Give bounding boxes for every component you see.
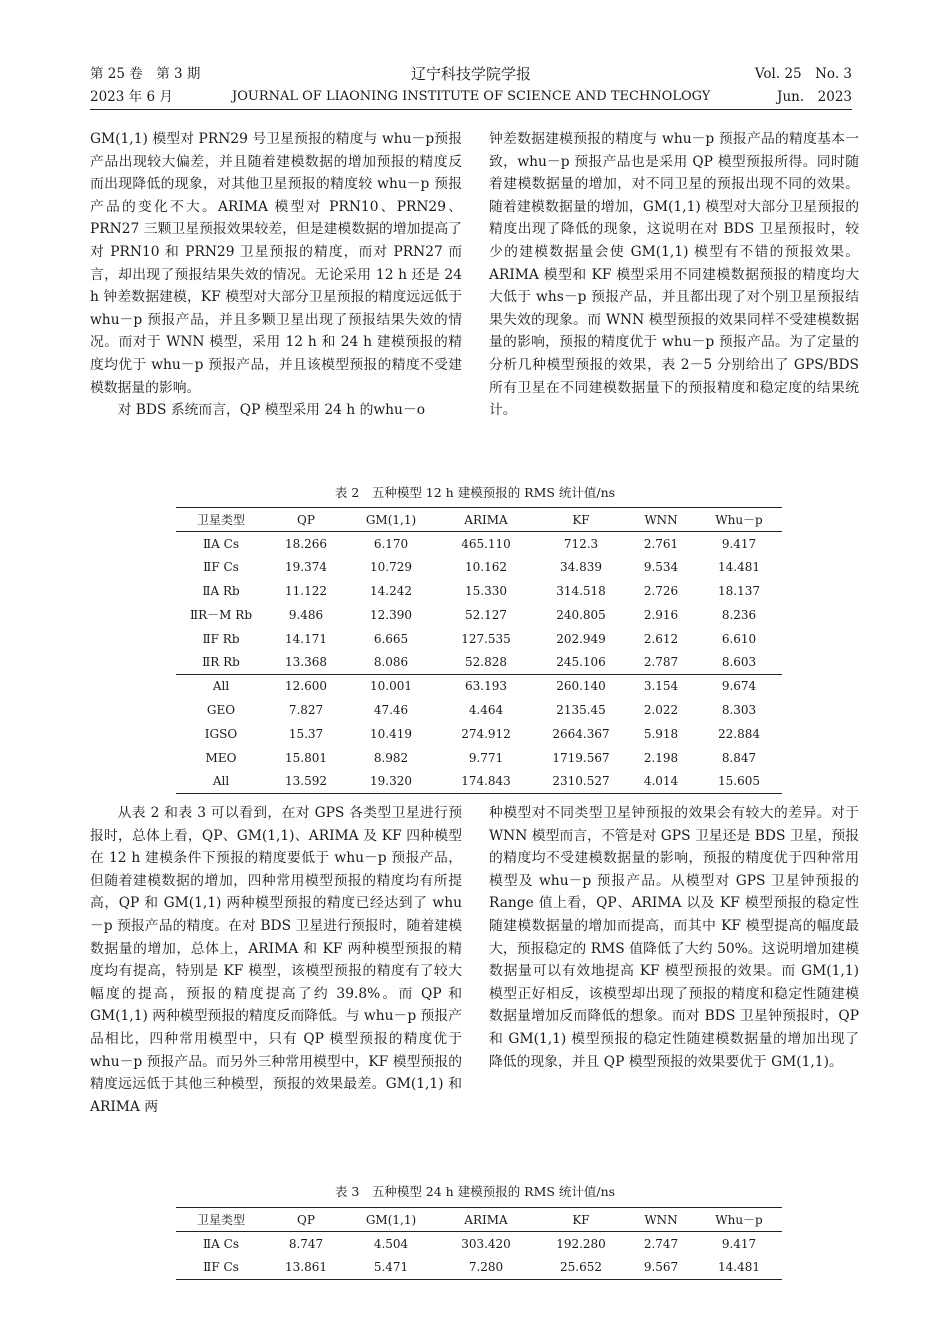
satellite-type-cell: MEO xyxy=(205,750,237,765)
rms-value-cell: 10.001 xyxy=(346,674,436,698)
rms-value-cell: 5.471 xyxy=(346,1255,436,1279)
paragraph: 种模型对不同类型卫星钟预报的效果会有较大的差异。对于 WNN 模型而言，不管是对 GPS 卫星还是 BDS 卫星，预报的精度均不受建模数据量的影响，预报的精度优于四种常用模型及 whu－p 预报产品。从模型对 GPS 卫星钟预报的 Range 值上看，QP、ARIMA 以及 KF 模型预报的稳定性随建模数据量的增加而提高，而其中 KF 模型提高的幅度最大，预报稳定的 RMS 值降低了大约 50%。这说明增加建模数据量可以有效地提高 KF 模型预报的效果。而 GM(1,1) 模型正好相反，该模型却出现了预报的精度和稳定性随建模数据量增加反而降低的想象。而对 BDS 卫星钟预报时，QP 和 GM(1,1) 模型预报的稳定性随建模数据量的增加出现了降低的现象，并且 QP 模型预报的效果要优于 GM(1,1)。 xyxy=(489,805,859,1070)
rms-value-cell: 7.827 xyxy=(288,702,324,717)
rms-value-cell: 18.266 xyxy=(285,536,327,551)
running-header-line1 xyxy=(90,65,852,83)
satellite-type-cell: ⅡF Cs xyxy=(176,1255,266,1279)
rms-value-cell: 14.481 xyxy=(718,560,760,575)
table-row xyxy=(176,722,782,746)
rms-value-cell: 6.170 xyxy=(373,536,409,551)
rms-value-cell: 10.729 xyxy=(370,560,412,575)
header-journal-cn: 辽宁科技学院学报 xyxy=(410,65,532,83)
rms-value-cell: 2.726 xyxy=(643,583,679,598)
satellite-type-cell: GEO xyxy=(206,702,236,717)
paragraph: GM(1,1) 模型对 PRN29 号卫星预报的精度与 whu－p预报产品出现较大偏差，并且随着建模数据的增加预报的精度反而出现降低的现象，对其他卫星预报的精度较 whu－p 预报产品的变化不大。ARIMA 模型对 PRN10、PRN29、PRN27 三颗卫星预报效果较差，但是建模数据的增加提高了对 PRN10 和 PRN29 卫星预报的精度，而对 PRN27 而言，却出现了预报结果失效的情况。无论采用 12 h 还是 24 h 钟差数据建模，KF 模型对大部分卫星预报的精度远远低于 whu－p 预报产品，并且多颗卫星出现了预报结果失效的情况。而对于 WNN 模型，采用 12 h 和 24 h 建模预报的精度均优于 whu－p 预报产品，并且该模型预报的精度不受建模数据量的影响。 xyxy=(90,131,462,396)
rms-value-cell: 7.280 xyxy=(436,1255,536,1279)
column-header: GM(1,1) xyxy=(346,1208,436,1232)
column-header: KF xyxy=(536,1208,626,1232)
header-journal-en: JOURNAL OF LIAONING INSTITUTE OF SCIENCE AND TECHNOLOGY xyxy=(232,89,711,104)
header-rule xyxy=(90,109,852,110)
satellite-type-cell: ⅡR Rb xyxy=(202,655,240,670)
rms-value-cell: 465.110 xyxy=(461,536,511,551)
header-volume-issue: 第 25 卷 第 3 期 xyxy=(90,66,201,82)
table-row xyxy=(176,603,782,627)
rms-value-cell: 9.771 xyxy=(468,750,504,765)
rms-value-cell: 8.603 xyxy=(721,655,757,670)
rms-value-cell: 2.022 xyxy=(643,702,679,717)
rms-value-cell: 8.982 xyxy=(373,750,409,765)
rms-value-cell: 260.140 xyxy=(536,674,626,698)
table-row xyxy=(176,1232,782,1256)
table3-header-row xyxy=(176,1208,782,1232)
rms-value-cell: 2.612 xyxy=(643,631,679,646)
satellite-type-cell: ⅡA Cs xyxy=(203,1236,239,1251)
rms-value-cell: 13.592 xyxy=(266,769,346,793)
rms-value-cell: 12.390 xyxy=(370,607,412,622)
table2 xyxy=(176,507,782,794)
column-header: QP xyxy=(266,1208,346,1232)
rms-value-cell: 12.600 xyxy=(266,674,346,698)
rms-value-cell: 4.014 xyxy=(626,769,696,793)
rms-value-cell: 303.420 xyxy=(461,1236,511,1251)
rms-value-cell: 8.303 xyxy=(721,702,757,717)
rms-value-cell: 202.949 xyxy=(556,631,606,646)
table-row xyxy=(176,674,782,698)
table-row xyxy=(176,769,782,793)
rms-value-cell: 9.417 xyxy=(721,1236,757,1251)
rms-value-cell: 314.518 xyxy=(556,583,606,598)
header-vol-no: Vol. 25 No. 3 xyxy=(754,66,852,82)
table-row xyxy=(176,579,782,603)
rms-value-cell: 15.330 xyxy=(465,583,507,598)
satellite-type-cell: All xyxy=(176,769,266,793)
table3-caption: 表 3 五种模型 24 h 建模预报的 RMS 统计值/ns xyxy=(334,1184,616,1199)
rms-value-cell: 9.534 xyxy=(643,560,679,575)
table-row xyxy=(176,650,782,674)
rms-value-cell: 13.861 xyxy=(266,1255,346,1279)
column-header: 卫星类型 xyxy=(176,1208,266,1232)
rms-value-cell: 4.504 xyxy=(373,1236,409,1251)
rms-value-cell: 174.843 xyxy=(436,769,536,793)
rms-value-cell: 8.847 xyxy=(721,750,757,765)
rms-value-cell: 712.3 xyxy=(563,536,599,551)
lower-left-column xyxy=(90,802,462,1118)
column-header: KF xyxy=(536,508,626,532)
rms-value-cell: 9.567 xyxy=(626,1255,696,1279)
rms-value-cell: 8.086 xyxy=(373,655,409,670)
rms-value-cell: 52.127 xyxy=(465,607,507,622)
rms-value-cell: 14.171 xyxy=(285,631,327,646)
table2-header-row xyxy=(176,508,782,532)
table-row xyxy=(176,627,782,651)
rms-value-cell: 63.193 xyxy=(436,674,536,698)
lower-right-column xyxy=(489,802,859,1073)
rms-value-cell: 6.610 xyxy=(721,631,757,646)
satellite-type-cell: IGSO xyxy=(204,726,238,741)
satellite-type-cell: ⅡF Cs xyxy=(203,560,239,575)
table3 xyxy=(176,1207,782,1280)
rms-value-cell: 274.912 xyxy=(461,726,511,741)
header-date-cn: 2023 年 6 月 xyxy=(90,89,173,105)
rms-value-cell: 2.747 xyxy=(643,1236,679,1251)
rms-value-cell: 245.106 xyxy=(556,655,606,670)
paragraph: 钟差数据建模预报的精度与 whu－p 预报产品的精度基本一致，whu－p 预报产品也是采用 QP 模型预报所得。同时随着建模数据量的增加，对不同卫星的预报出现不同的效果。随着建模数据量的增加，GM(1,1) 模型对大部分卫星预报的精度出现了降低的现象，这说明在对 BDS 卫星预报时，较少的建模数据量会使 GM(1,1) 模型有不错的预报效果。ARIMA 模型和 KF 模型采用不同建模数据预报的精度均大大低于 whs－p 预报产品，并且都出现了对个别卫星预报结果失效的现象。而 WNN 模型预报的效果同样不受建模数据量的影响，预报的精度优于 whu－p 预报产品。为了定量的分析几种模型预报的效果，表 2－5 分别给出了 GPS/BDS 所有卫星在不同建模数据量下的预报精度和稳定度的结果统计。 xyxy=(489,131,859,419)
rms-value-cell: 4.464 xyxy=(468,702,504,717)
rms-value-cell: 13.368 xyxy=(285,655,327,670)
column-header: WNN xyxy=(626,508,696,532)
column-header: ARIMA xyxy=(436,508,536,532)
rms-value-cell: 9.486 xyxy=(288,607,324,622)
rms-value-cell: 5.918 xyxy=(643,726,679,741)
rms-value-cell: 2664.367 xyxy=(552,726,610,741)
satellite-type-cell: ⅡF Rb xyxy=(202,631,240,646)
rms-value-cell: 14.481 xyxy=(696,1255,782,1279)
rms-value-cell: 25.652 xyxy=(536,1255,626,1279)
column-header: Whu－p xyxy=(696,1208,782,1232)
table-row xyxy=(176,1255,782,1279)
rms-value-cell: 240.805 xyxy=(556,607,606,622)
rms-value-cell: 34.839 xyxy=(560,560,602,575)
table-row xyxy=(176,746,782,770)
rms-value-cell: 15.801 xyxy=(285,750,327,765)
rms-value-cell: 14.242 xyxy=(370,583,412,598)
rms-value-cell: 10.419 xyxy=(370,726,412,741)
column-header: ARIMA xyxy=(436,1208,536,1232)
rms-value-cell: 2.761 xyxy=(643,536,679,551)
rms-value-cell: 8.236 xyxy=(721,607,757,622)
table2-caption: 表 2 五种模型 12 h 建模预报的 RMS 统计值/ns xyxy=(334,485,616,500)
paragraph: 对 BDS 系统而言，QP 模型采用 24 h 的whu－o xyxy=(117,402,426,419)
rms-value-cell: 52.828 xyxy=(465,655,507,670)
rms-value-cell: 22.884 xyxy=(718,726,760,741)
header-date-en: Jun. 2023 xyxy=(777,89,852,105)
rms-value-cell: 10.162 xyxy=(465,560,507,575)
satellite-type-cell: ⅡA Rb xyxy=(202,583,240,598)
rms-value-cell: 19.320 xyxy=(346,769,436,793)
column-header: WNN xyxy=(626,1208,696,1232)
rms-value-cell: 2.787 xyxy=(643,655,679,670)
rms-value-cell: 6.665 xyxy=(373,631,409,646)
upper-right-column xyxy=(489,128,859,422)
upper-left-column xyxy=(90,128,462,422)
rms-value-cell: 2135.45 xyxy=(556,702,606,717)
column-header: GM(1,1) xyxy=(346,508,436,532)
column-header: 卫星类型 xyxy=(176,508,266,532)
rms-value-cell: 8.747 xyxy=(288,1236,324,1251)
rms-value-cell: 2310.527 xyxy=(536,769,626,793)
rms-value-cell: 127.535 xyxy=(461,631,511,646)
table-row xyxy=(176,532,782,556)
rms-value-cell: 19.374 xyxy=(285,560,327,575)
paragraph: 从表 2 和表 3 可以看到，在对 GPS 各类型卫星进行预报时，总体上看，QP、GM(1,1)、ARIMA 及 KF 四种模型在 12 h 建模条件下预报的精度要低于 whu－p 预报产品，但随着建模数据的增加，四种常用模型预报的精度均有所提高，QP 和 GM(1,1) 两种模型预报的精度已经达到了 whu－p 预报产品的精度。在对 BDS 卫星进行预报时，随着建模数据量的增加，总体上，ARIMA 和 KF 两种模型预报的精度均有提高，特别是 KF 模型，该模型预报的精度有了较大幅度的提高，预报的精度提高了约 39.8%。而 QP 和 GM(1,1) 两种模型预报的精度反而降低。与 whu－p 预报产品相比，四种常用模型中，只有 QP 模型预报的精度优于 whu－p 预报产品。而另外三种常用模型中，KF 模型预报的精度远远低于其他三种模型，预报的效果最差。GM(1,1) 和 ARIMA 两 xyxy=(90,805,462,1115)
rms-value-cell: 2.198 xyxy=(643,750,679,765)
rms-value-cell: 9.417 xyxy=(721,536,757,551)
rms-value-cell: 3.154 xyxy=(626,674,696,698)
satellite-type-cell: ⅡR－M Rb xyxy=(189,608,252,623)
rms-value-cell: 192.280 xyxy=(556,1236,606,1251)
table-row xyxy=(176,698,782,722)
rms-value-cell: 15.37 xyxy=(288,726,324,741)
table-row xyxy=(176,555,782,579)
satellite-type-cell: All xyxy=(176,674,266,698)
rms-value-cell: 1719.567 xyxy=(552,750,610,765)
rms-value-cell: 18.137 xyxy=(718,583,760,598)
running-header-line2 xyxy=(90,88,852,106)
rms-value-cell: 47.46 xyxy=(373,702,409,717)
rms-value-cell: 2.916 xyxy=(643,607,679,622)
satellite-type-cell: ⅡA Cs xyxy=(203,536,239,551)
rms-value-cell: 9.674 xyxy=(696,674,782,698)
column-header: QP xyxy=(266,508,346,532)
rms-value-cell: 15.605 xyxy=(696,769,782,793)
rms-value-cell: 11.122 xyxy=(285,583,327,598)
column-header: Whu－p xyxy=(696,508,782,532)
